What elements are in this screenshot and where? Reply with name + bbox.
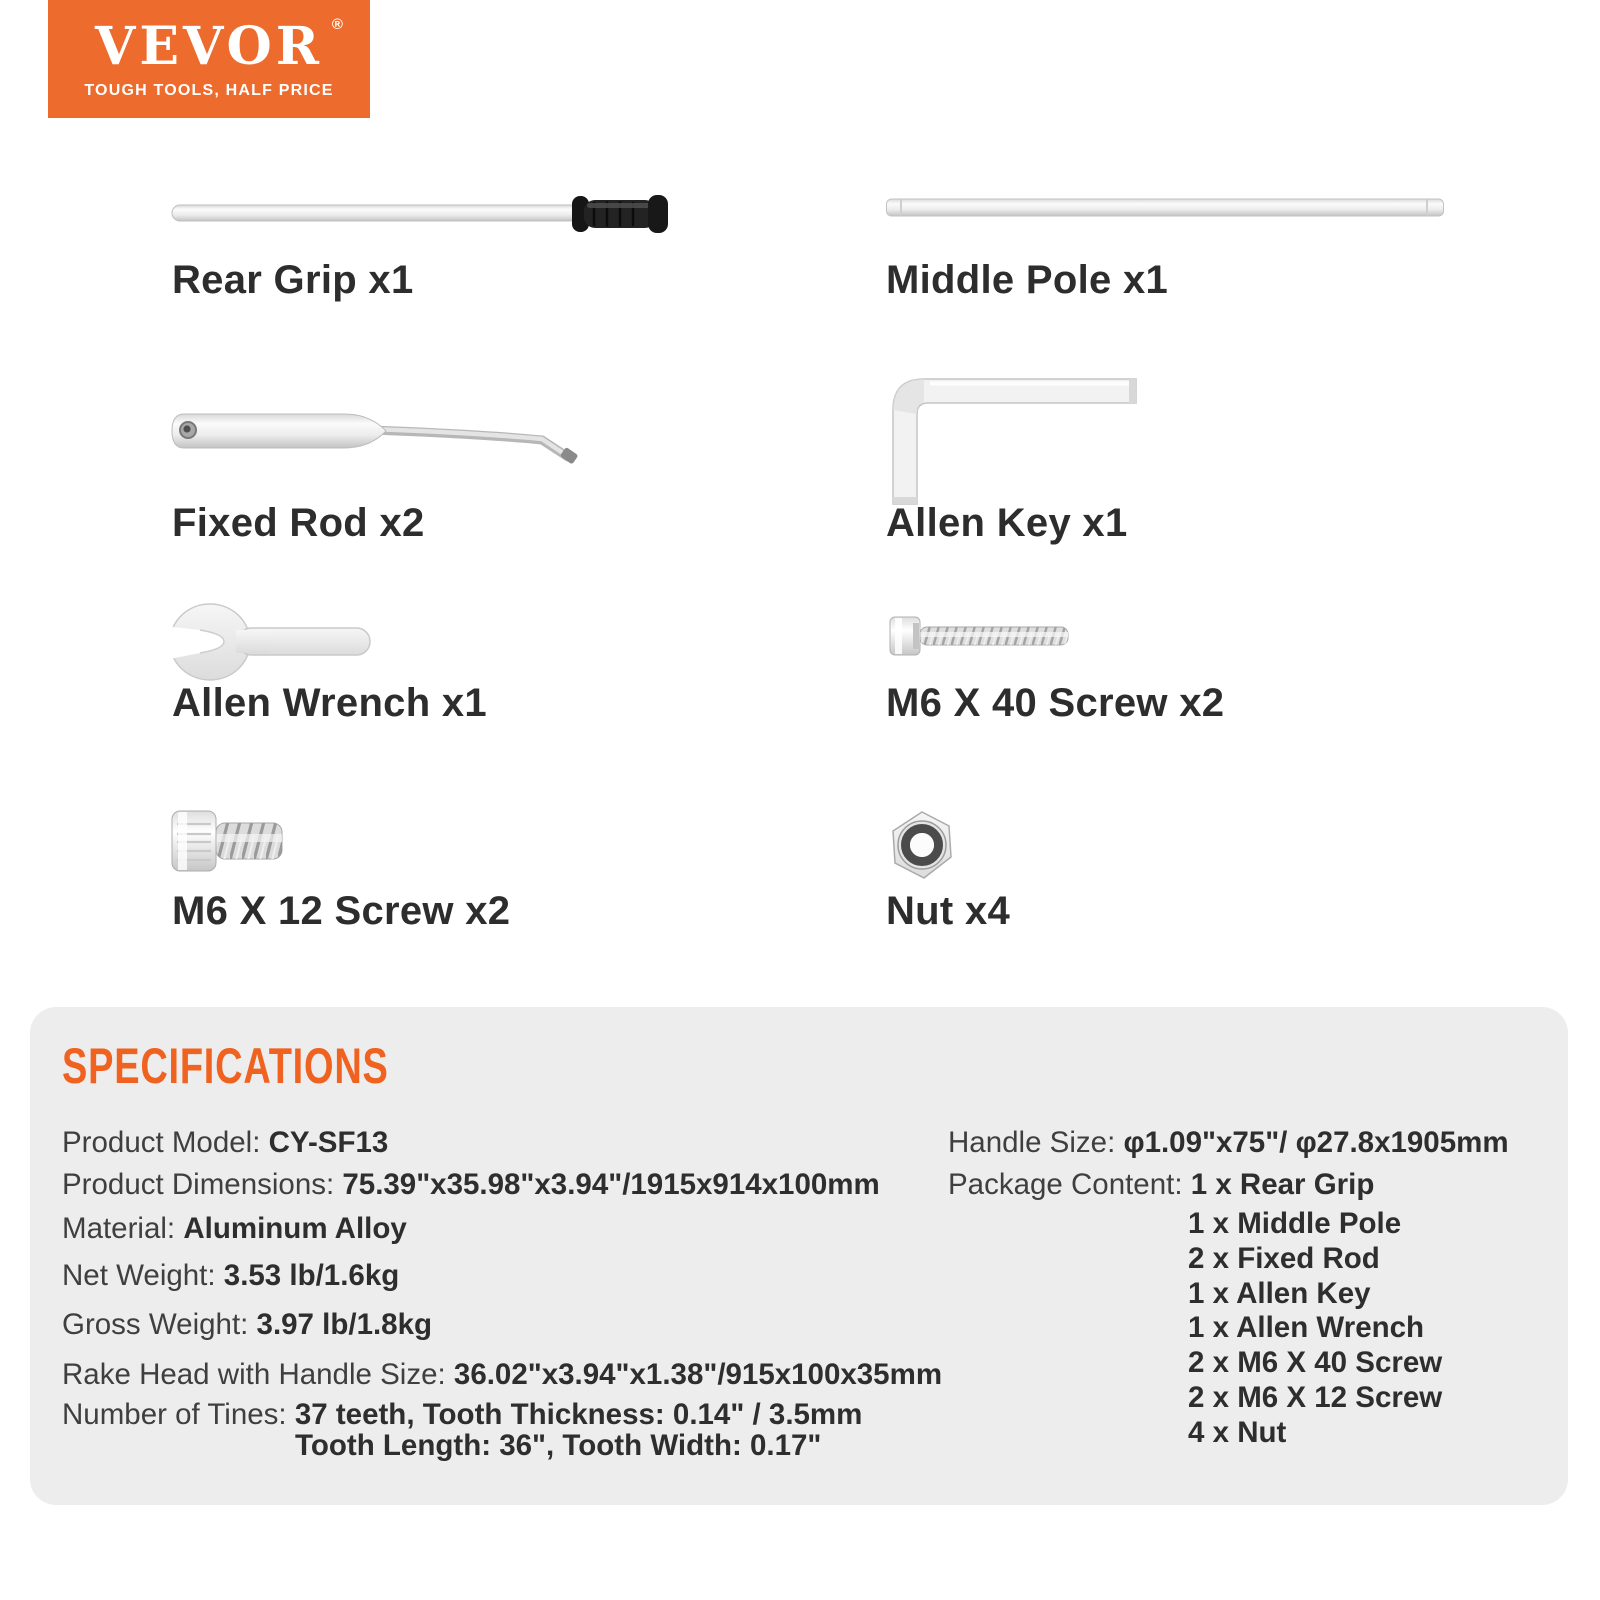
vevor-wordmark: VEVOR — [95, 16, 323, 77]
package-item: 2 x Fixed Rod — [1188, 1241, 1380, 1275]
part-label-rear-grip: Rear Grip x1 — [172, 258, 414, 302]
spec-row-material — [62, 1211, 407, 1246]
spec-value: 1 x Rear Grip — [1190, 1168, 1375, 1201]
rear-grip-image — [170, 186, 670, 242]
part-label-nut: Nut x4 — [886, 889, 1011, 933]
spec-label: Gross Weight: — [62, 1308, 257, 1341]
spec-value: φ1.09"x75"/ φ27.8x1905mm — [1123, 1126, 1509, 1159]
spec-row-tooth-length-width — [295, 1428, 821, 1463]
part-label-m6x40-screw: M6 X 40 Screw x2 — [886, 681, 1225, 725]
spec-label: Handle Size: — [948, 1126, 1124, 1159]
package-item: 1 x Middle Pole — [1188, 1207, 1402, 1240]
spec-label: Rake Head with Handle Size: — [62, 1358, 454, 1391]
spec-value: 37 teeth, Tooth Thickness: 0.14" / 3.5mm — [294, 1398, 863, 1431]
m6x12-screw-image — [170, 808, 292, 874]
spec-row-package-content — [948, 1167, 1374, 1202]
vevor-logo — [48, 0, 370, 118]
vevor-tagline: TOUGH TOOLS, HALF PRICE — [84, 82, 334, 99]
spec-label: Material: — [62, 1212, 184, 1245]
package-item: 1 x Allen Key — [1188, 1276, 1371, 1310]
spec-value: 75.39"x35.98"x3.94"/1915x914x100mm — [342, 1168, 880, 1201]
spec-value: Tooth Length: 36", Tooth Width: 0.17" — [295, 1429, 822, 1462]
spec-value: 3.97 lb/1.8kg — [256, 1308, 433, 1341]
spec-row-product-model — [62, 1125, 388, 1160]
spec-value: 36.02"x3.94"x1.38"/915x100x35mm — [453, 1358, 943, 1391]
allen-key-image — [878, 372, 1142, 508]
spec-value: CY-SF13 — [268, 1126, 389, 1159]
spec-row-net-weight — [62, 1258, 399, 1293]
spec-label: Product Model: — [62, 1126, 269, 1159]
spec-row-handle-size — [948, 1125, 1509, 1160]
package-content-list — [1188, 1207, 1442, 1451]
m6x40-screw-image — [888, 614, 1080, 658]
package-item: 4 x Nut — [1188, 1415, 1287, 1449]
part-label-allen-key: Allen Key x1 — [886, 501, 1128, 545]
registered-trademark-icon: ® — [331, 16, 343, 33]
fixed-rod-image — [170, 400, 586, 470]
specifications-title: SPECIFICATIONS — [62, 1038, 389, 1094]
part-label-allen-wrench: Allen Wrench x1 — [172, 681, 487, 725]
spec-row-rake-head-size — [62, 1357, 942, 1392]
package-item: 2 x M6 X 12 Screw — [1188, 1380, 1443, 1414]
spec-label: Package Content: — [948, 1168, 1191, 1201]
spec-label: Number of Tines: — [62, 1398, 295, 1431]
allen-wrench-image — [168, 600, 374, 684]
package-item: 1 x Allen Wrench — [1188, 1311, 1425, 1345]
spec-value: 3.53 lb/1.6kg — [223, 1259, 400, 1292]
spec-row-product-dimensions — [62, 1167, 880, 1202]
spec-value: Aluminum Alloy — [183, 1212, 407, 1245]
package-item: 2 x M6 X 40 Screw — [1188, 1346, 1443, 1380]
nut-image — [888, 810, 956, 880]
part-label-fixed-rod: Fixed Rod x2 — [172, 501, 425, 545]
part-label-middle-pole: Middle Pole x1 — [886, 258, 1169, 302]
spec-row-gross-weight — [62, 1307, 432, 1342]
part-label-m6x12-screw: M6 X 12 Screw x2 — [172, 889, 511, 933]
vevor-logo-text — [95, 16, 343, 77]
spec-label: Net Weight: — [62, 1259, 224, 1292]
spec-label: Product Dimensions: — [62, 1168, 343, 1201]
middle-pole-image — [885, 194, 1445, 222]
